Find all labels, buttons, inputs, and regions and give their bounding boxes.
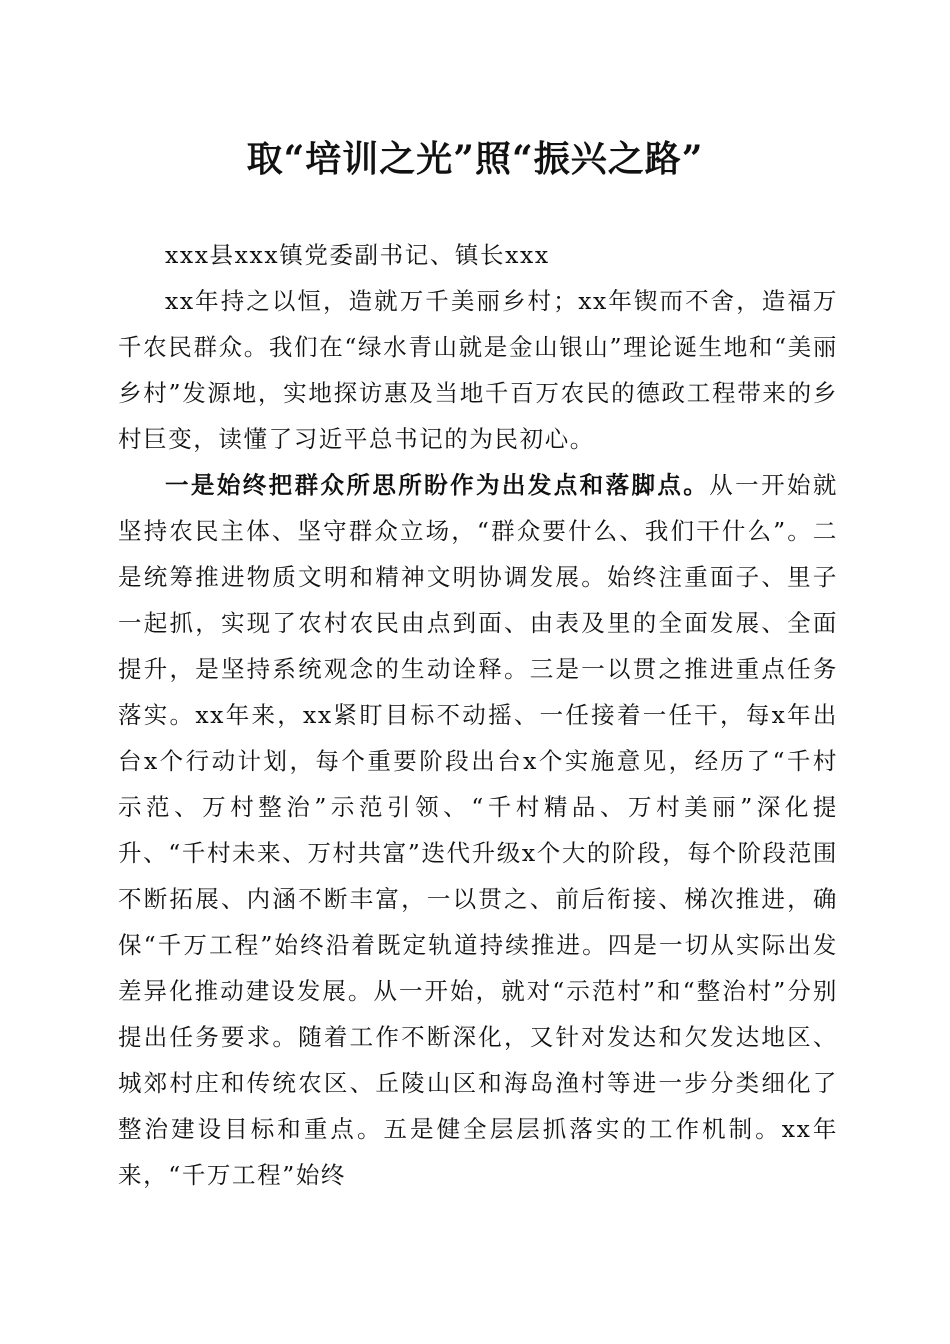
document-body: [118, 232, 838, 1198]
paragraph-lead-sentence: 一是始终把群众所思所盼作为出发点和落脚点。: [165, 471, 710, 499]
document-title: 取“培训之光”照“振兴之路”: [246, 138, 704, 180]
paragraph-intro: xx年持之以恒，造就万千美丽乡村；xx年锲而不舍，造福万千农民群众。我们在“绿水青山就是金山银山”理论诞生地和“美丽乡村”发源地，实地探访惠及当地千百万农民的德政工程带来的乡村巨变，读懂了习近平总书记的为民初心。: [118, 287, 838, 453]
author-line: xxx县xxx镇党委副书记、镇长xxx: [165, 241, 550, 269]
paragraph-body-text: 从一开始就坚持农民主体、坚守群众立场，“群众要什么、我们干什么”。二是统筹推进物质文明和精神文明协调发展。始终注重面子、里子一起抓，实现了农村农民由点到面、由表及里的全面发展、全面提升，是坚持系统观念的生动诠释。三是一以贯之推进重点任务落实。xx年来，xx紧盯目标不动摇、一任接着一任干，每x年出台x个行动计划，每个重要阶段出台x个实施意见，经历了“千村示范、万村整治”示范引领、“千村精品、万村美丽”深化提升、“千村未来、万村共富”迭代升级x个大的阶段，每个阶段范围不断拓展、内涵不断丰富，一以贯之、前后衔接、梯次推进，确保“千万工程”始终沿着既定轨道持续推进。四是一切从实际出发差异化推动建设发展。从一开始，就对“示范村”和“整治村”分别提出任务要求。随着工作不断深化，又针对发达和欠发达地区、城郊村庄和传统农区、丘陵山区和海岛渔村等进一步分类细化了整治建设目标和重点。五是健全层层抓落实的工作机制。xx年来，“千万工程”始终: [118, 471, 838, 1189]
paragraph-points: [118, 462, 838, 1198]
